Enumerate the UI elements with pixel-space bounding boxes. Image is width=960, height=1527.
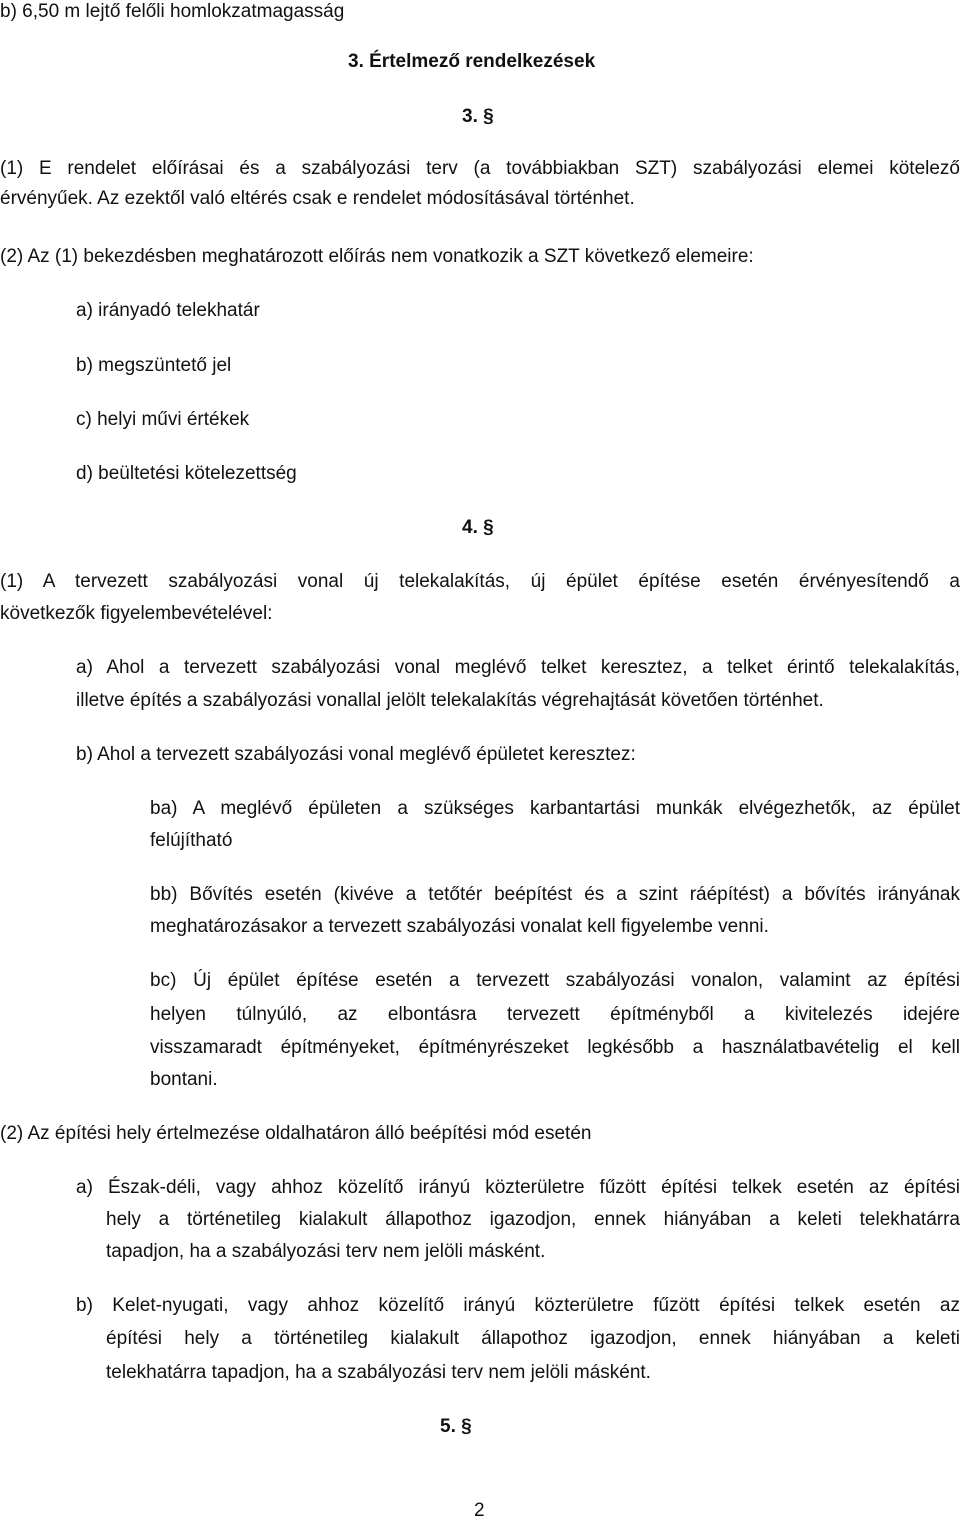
s4-b2-line1: b) Kelet-nyugati, vagy ahhoz közelítő irányú közterületre fűzött építési telkek esetén az <box>76 1295 960 1316</box>
top-line: b) 6,50 m lejtő felőli homlokzatmagasság <box>0 1 345 22</box>
s4-bc-line4: bontani. <box>150 1069 218 1090</box>
s3-p1-line2: érvényűek. Az ezektől való eltérés csak e rendelet módosításával történhet. <box>0 188 635 209</box>
s3-item-d: d) beültetési kötelezettség <box>76 463 297 484</box>
section-3-title: 3. § <box>462 106 494 127</box>
s4-a-line2: illetve építés a szabályozási vonallal jelölt telekalakítás végrehajtását követően történhet. <box>76 690 824 711</box>
section-heading: 3. Értelmező rendelkezések <box>348 51 596 72</box>
s4-bb-line2: meghatározásakor a tervezett szabályozási vonalat kell figyelembe venni. <box>150 916 769 937</box>
s4-a2-line3: tapadjon, ha a szabályozási terv nem jelöli másként. <box>106 1241 546 1262</box>
s4-b2-line2: építési hely a történetileg kialakult állapothoz igazodjon, ennek hiányában a keleti <box>106 1328 960 1349</box>
s3-p1-line1: (1) E rendelet előírásai és a szabályozási terv (a továbbiakban SZT) szabályozási elemei kötelező <box>0 158 960 179</box>
s4-b2-line3: telekhatárra tapadjon, ha a szabályozási terv nem jelöli másként. <box>106 1362 651 1383</box>
s3-item-a: a) irányadó telekhatár <box>76 300 260 321</box>
s4-p1-line1: (1) A tervezett szabályozási vonal új telekalakítás, új épület építése esetén érvényesítendő a <box>0 571 960 592</box>
s4-bc-line2: helyen túlnyúló, az elbontásra tervezett építményből a kivitelezés idejére <box>150 1004 960 1025</box>
s4-a2-line2: hely a történetileg kialakult állapothoz igazodjon, ennek hiányában a keleti telekhatárra <box>106 1209 960 1230</box>
page-number: 2 <box>474 1500 485 1521</box>
s3-p2: (2) Az (1) bekezdésben meghatározott előírás nem vonatkozik a SZT következő elemeire: <box>0 246 754 267</box>
s4-bc-line1: bc) Új épület építése esetén a tervezett szabályozási vonalon, valamint az építési <box>150 970 960 991</box>
section-5-title: 5. § <box>440 1416 472 1437</box>
s4-a2-line1: a) Észak-déli, vagy ahhoz közelítő irányú közterületre fűzött építési telkek esetén az építési <box>76 1177 960 1198</box>
s4-bc-line3: visszamaradt építményeket, építményrészeket legkésőbb a használatbavételig el kell <box>150 1037 960 1058</box>
s4-ba-line1: ba) A meglévő épületen a szükséges karbantartási munkák elvégezhetők, az épület <box>150 798 960 819</box>
s3-item-c: c) helyi művi értékek <box>76 409 250 430</box>
s4-p1-line2: következők figyelembevételével: <box>0 603 273 624</box>
s3-item-b: b) megszüntető jel <box>76 355 232 376</box>
s4-a-line1: a) Ahol a tervezett szabályozási vonal meglévő telket keresztez, a telket érintő telekalakítás, <box>76 657 960 678</box>
s4-bb-line1: bb) Bővítés esetén (kivéve a tetőtér beépítést és a szint ráépítést) a bővítés irányának <box>150 884 960 905</box>
s4-p2: (2) Az építési hely értelmezése oldalhatáron álló beépítési mód esetén <box>0 1123 592 1144</box>
section-4-title: 4. § <box>462 517 494 538</box>
s4-b: b) Ahol a tervezett szabályozási vonal meglévő épületet keresztez: <box>76 744 636 765</box>
s4-ba-line2: felújítható <box>150 830 233 851</box>
